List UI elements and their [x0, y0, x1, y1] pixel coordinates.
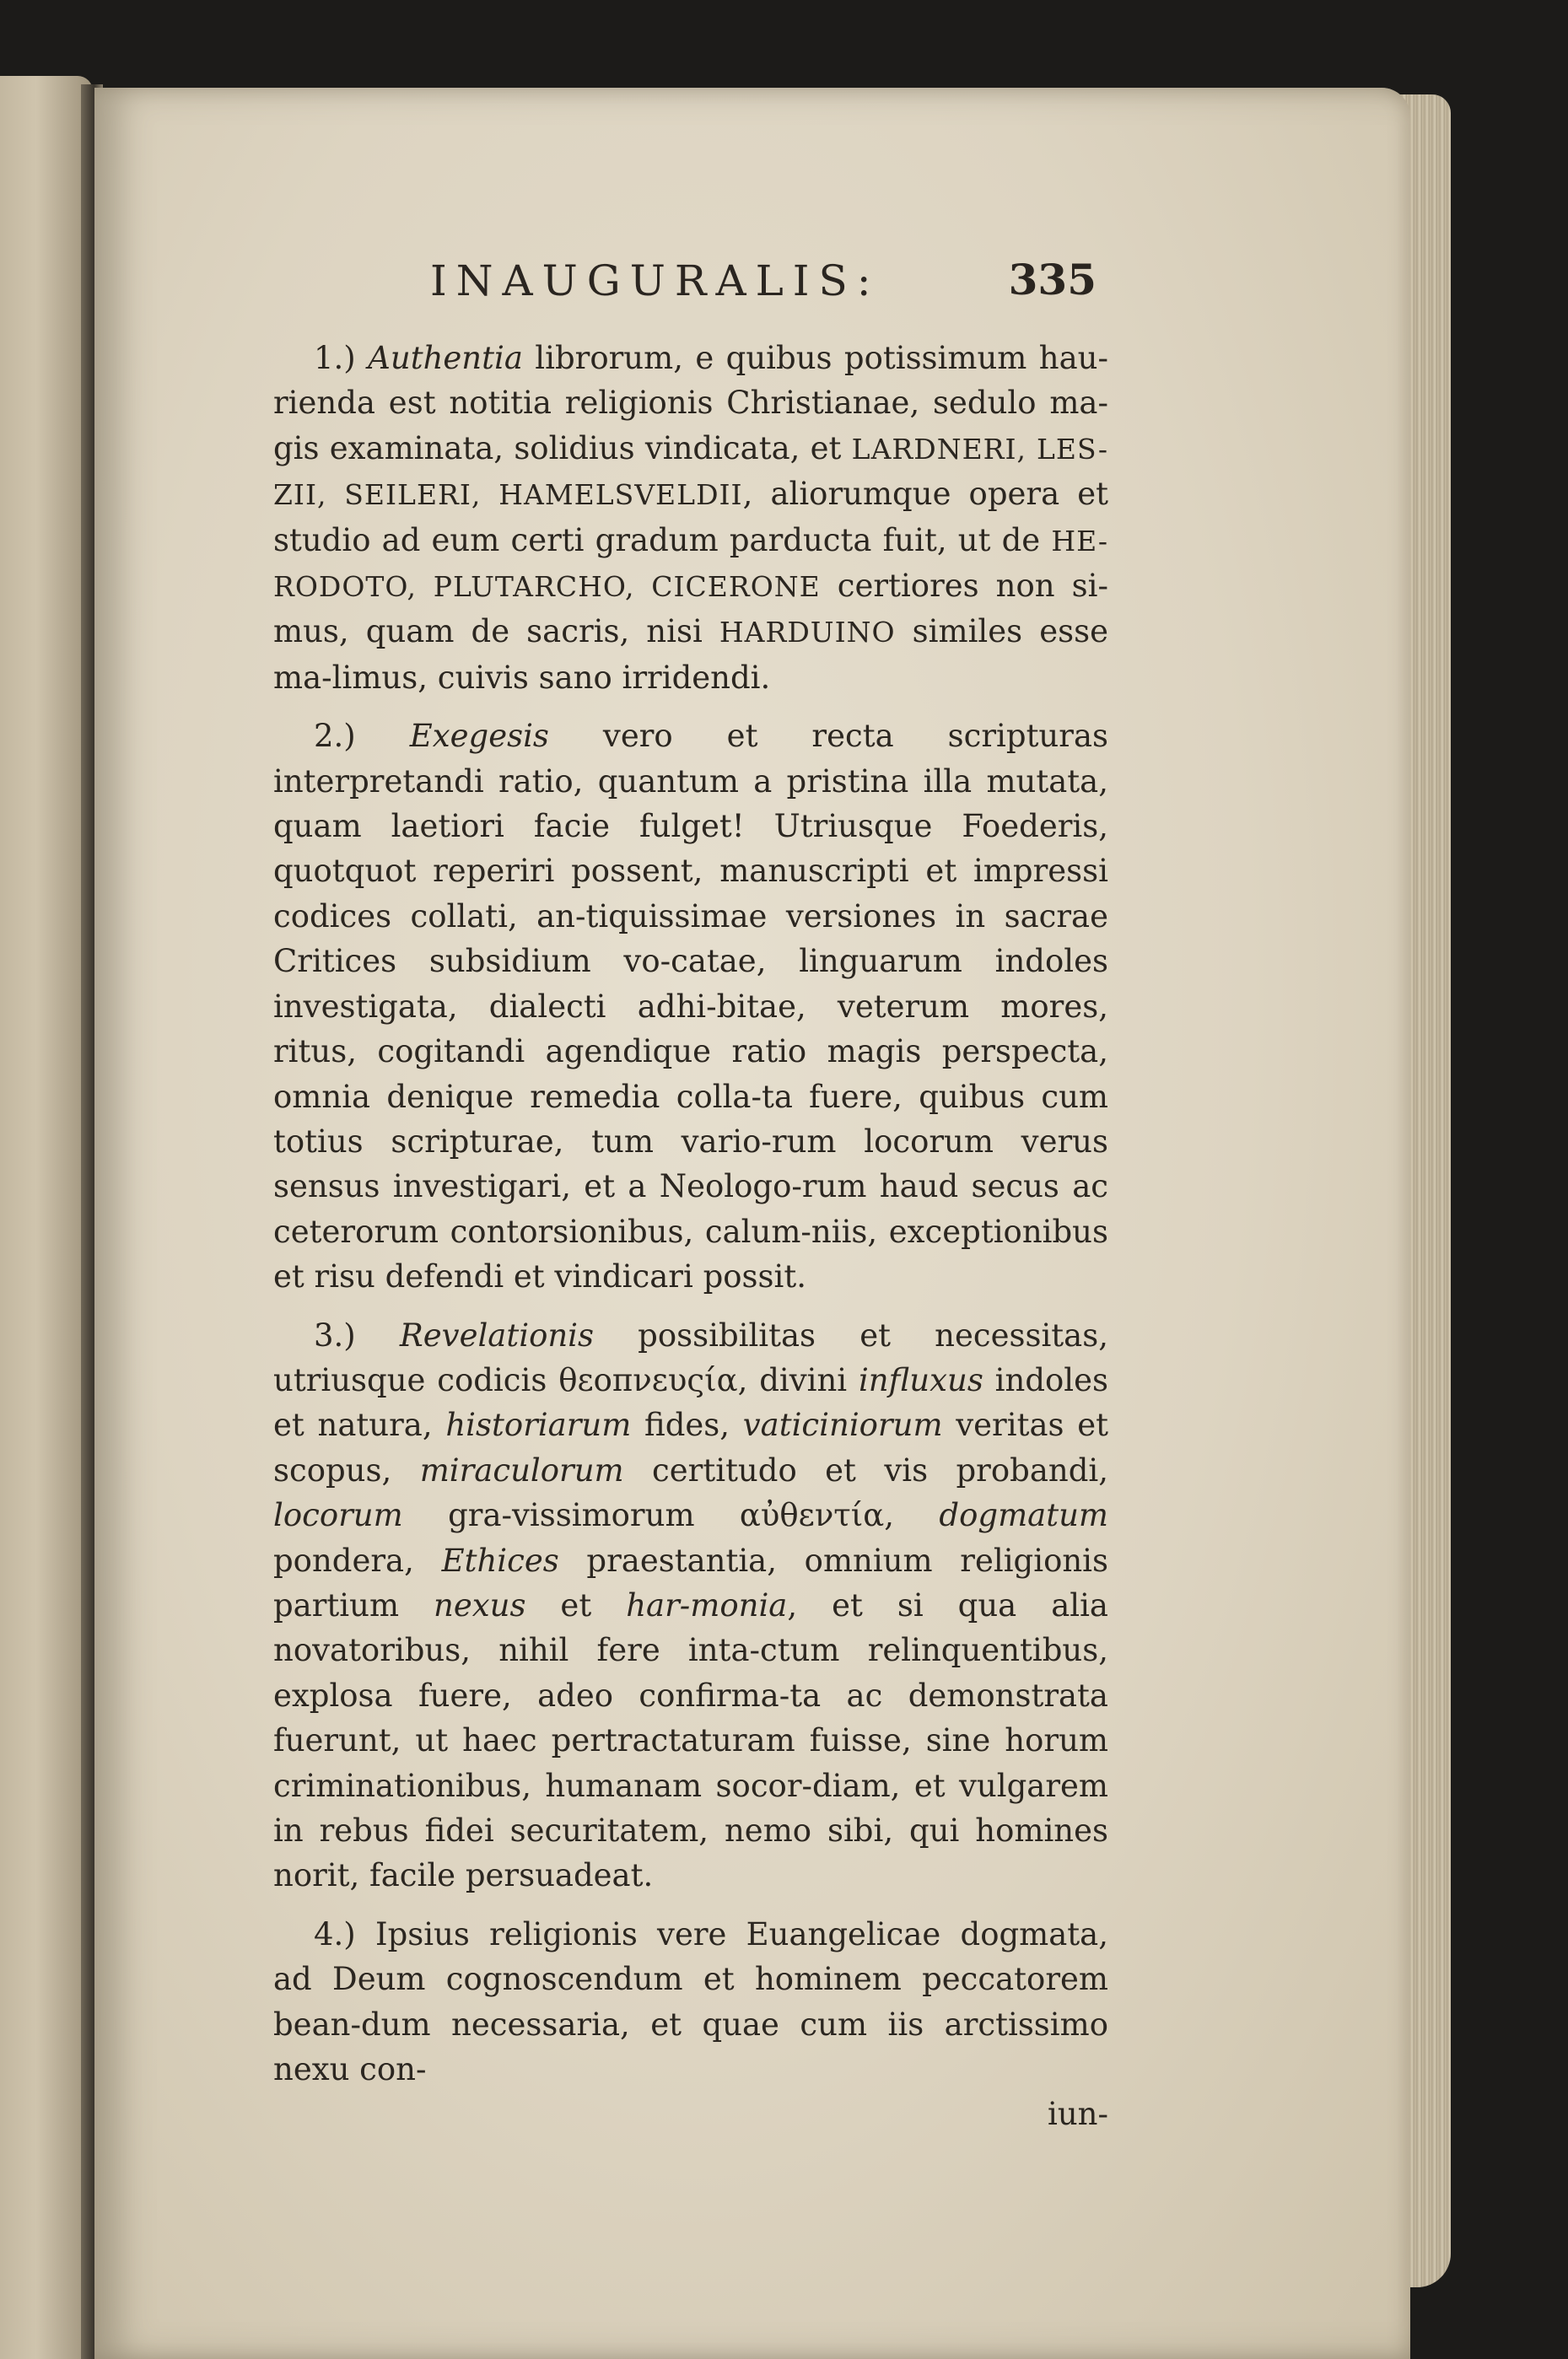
italic-run: miraculorum	[419, 1451, 624, 1489]
paragraph-1	[273, 336, 1108, 700]
page-number: 335	[1008, 255, 1097, 304]
text-run: , divini	[737, 1361, 859, 1398]
previous-page-edge	[0, 76, 93, 2359]
text-run: veritas et scopus,	[273, 1407, 1108, 1489]
text-run: θεοπνευςία	[558, 1361, 738, 1398]
paragraph-text	[273, 1317, 1108, 1894]
italic-run: dogmatum	[939, 1497, 1108, 1534]
text-run: certitudo et vis probandi,	[623, 1451, 1109, 1489]
italic-run: locorum	[273, 1497, 403, 1534]
text-run: librorum, e quibus potissimum hau-rienda est notitia religionis Christianae, sedulo ma-gis examinata, solidius vindicata, et	[273, 340, 1108, 466]
paragraph-text	[273, 1916, 1108, 2087]
italic-run: nexus	[434, 1586, 526, 1624]
paragraph-4	[273, 1912, 1108, 2092]
paragraph-number: 1.)	[314, 340, 356, 376]
running-head-title: INAUGURALIS:	[430, 256, 881, 305]
text-run: fides,	[631, 1407, 743, 1444]
body-text	[273, 336, 1108, 2137]
text-run: ,	[884, 1497, 940, 1534]
small-caps-run: HARDUINO	[719, 616, 896, 649]
text-run: Ipsius religionis vere Euangelicae dogmata, ad Deum cognoscendum et hominem peccatorem bean-dum necessaria, et quae cum iis arctissimo nexu con-	[273, 1915, 1108, 2088]
paragraph-number: 4.)	[314, 1915, 356, 1952]
italic-run: historiarum	[445, 1407, 632, 1444]
italic-run: Revelationis	[399, 1317, 594, 1354]
text-run: certiores non si-mus, quam de sacris, nisi	[273, 568, 1108, 650]
italic-run: har-monia	[626, 1586, 788, 1624]
paragraph-text	[273, 340, 1108, 696]
text-run: praestantia, omnium religionis partium	[273, 1542, 1108, 1624]
paragraph-2	[273, 714, 1108, 1299]
small-caps-run: HE-RODOTO, PLUTARCHO, CICERONE	[273, 524, 1108, 604]
italic-run: Exegesis	[409, 718, 549, 755]
text-run: indoles et natura,	[273, 1361, 1109, 1444]
text-run: pondera,	[273, 1542, 442, 1579]
italic-run: Authentia	[368, 340, 523, 376]
italic-run: influxus	[858, 1361, 983, 1398]
text-run: et	[525, 1586, 627, 1624]
text-run: , aliorumque opera et studio ad eum certi gradum parducta fuit, ut de	[273, 476, 1109, 558]
text-run: , et si qua alia novatoribus, nihil fere inta-ctum relinquentibus, explosa fuere, adeo confirma-ta ac demonstrata fuerunt, ut haec pertractaturam fuisse, sine horum criminationibus, humanam socor-diam, et vulgarem in rebus fidei securitatem, nemo sibi, qui homines norit, facile persuadeat.	[273, 1586, 1108, 1894]
italic-run: Ethices	[441, 1542, 559, 1579]
running-head	[430, 253, 1097, 320]
text-run: vero et recta scripturas interpretandi ratio, quantum a pristina illa mutata, quam laetiori facie fulget! Utriusque Foederis, quotquot reperiri possent, manuscripti et impressi codices collati, an-tiquissimae versiones in sacrae Critices subsidium vo-catae, linguarum indoles investigata, dialecti adhi-bitae, veterum mores, ritus, cogitandi agendique ratio magis perspecta, omnia denique remedia colla-ta fuere, quibus cum totius scripturae, tum vario-rum locorum verus sensus investigari, et a Neologo-rum haud secus ac ceterorum contorsionibus, calum-niis, exceptionibus et risu defendi et vindicari possit.	[273, 718, 1109, 1295]
small-caps-run: LARDNERI, LES-ZII, SEILERI, HAMELSVELDII	[273, 432, 1108, 512]
text-run: possibilitas et necessitas, utriusque codicis	[273, 1317, 1108, 1398]
paragraph-text	[273, 718, 1108, 1295]
catchword: iun-	[1048, 2096, 1108, 2133]
text-run: αὐθεντία	[739, 1497, 885, 1534]
paragraph-number: 2.)	[314, 718, 356, 755]
text-run: gra-vissimorum	[402, 1497, 740, 1534]
italic-run: vaticiniorum	[742, 1407, 943, 1444]
paragraph-number: 3.)	[314, 1317, 356, 1354]
text-run: similes esse ma-limus, cuivis sano irridendi.	[273, 613, 1109, 696]
paragraph-3	[273, 1313, 1108, 1899]
